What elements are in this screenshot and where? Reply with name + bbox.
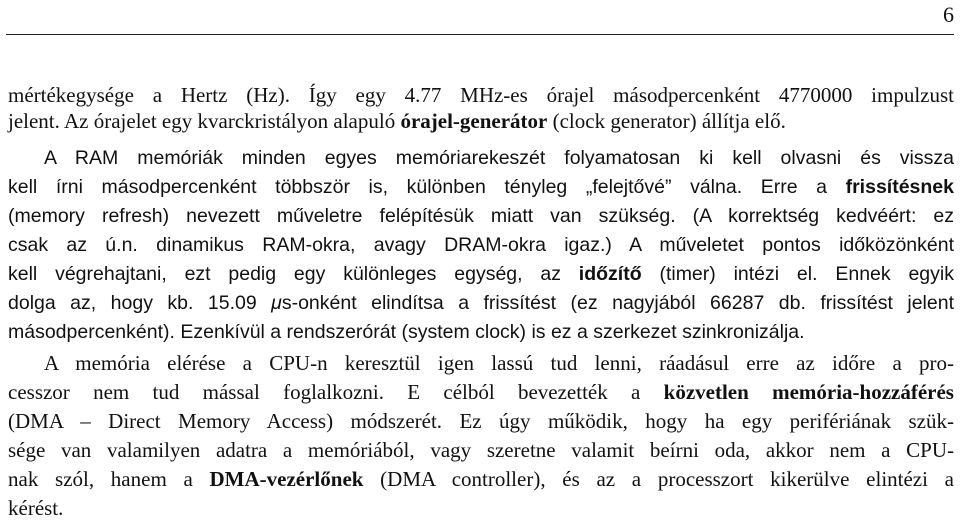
term-clock-generator: órajel-generátor (400, 109, 548, 133)
header-rule (6, 34, 954, 35)
term-dma-controller: DMA-vezérlőnek (209, 467, 364, 491)
page-number: 6 (943, 2, 954, 27)
text-line: (DMA – Direct Memory Access) módszerét. Ez úgy működik, hogy ha egy perifériának szük- (8, 409, 954, 433)
term-timer: időzítő (578, 263, 642, 285)
text-line: kell írni másodpercenként többször is, különben tényleg „felejtővé” válna. Erre a frissítésnek (8, 176, 954, 198)
term-dma: közvetlen memória-hozzáférés (663, 380, 954, 404)
term-refresh: frissítésnek (845, 176, 954, 198)
text-line: mértékegysége a Hertz (Hz). Így egy 4.77 MHz-es órajel másodpercenként 4770000 impulzust (8, 83, 954, 107)
text-line: cesszor nem tud mással foglalkozni. E célból bevezették a közvetlen memória-hozzáférés (8, 380, 954, 404)
text-line: másodpercenként). Ezenkívül a rendszerórát (system clock) is ez a szerkezet szinkronizálja. (8, 321, 805, 343)
text-line: dolga az, hogy kb. 15.09 μs-onként elindítsa a frissítést (ez nagyjából 66287 db. frissítést jelent (8, 292, 954, 314)
text-line: sége van valamilyen adatra a memóriából, vagy szeretne valamit beírni oda, akkor nem a CPU- (8, 438, 954, 462)
text-line: A RAM memóriák minden egyes memóriarekeszét folyamatosan ki kell olvasni és vissza (44, 147, 954, 169)
text-line: nak szól, hanem a DMA-vezérlőnek (DMA controller), és az a processzort kikerülve elintézi a (8, 467, 954, 491)
text-line: A memória elérése a CPU-n keresztül igen lassú tud lenni, ráadásul erre az időre a pro- (44, 351, 954, 375)
text-line: csak az ú.n. dinamikus RAM-okra, avagy DRAM-okra igaz.) A műveletet pontos időközönként (8, 234, 954, 256)
mu-symbol: μ (271, 292, 282, 314)
text-line: (memory refresh) nevezett műveletre felépítésük miatt van szükség. (A korrektség kedvéért: ez (8, 205, 954, 227)
text-line: kell végrehajtani, ezt pedig egy különleges egység, az időzítő (timer) intézi el. Ennek egyik (8, 263, 954, 285)
text-line: jelent. Az órajelet egy kvarckristályon alapuló órajel-generátor (clock generator) állítja elő. (8, 109, 786, 133)
text-line: kérést. (8, 496, 64, 520)
